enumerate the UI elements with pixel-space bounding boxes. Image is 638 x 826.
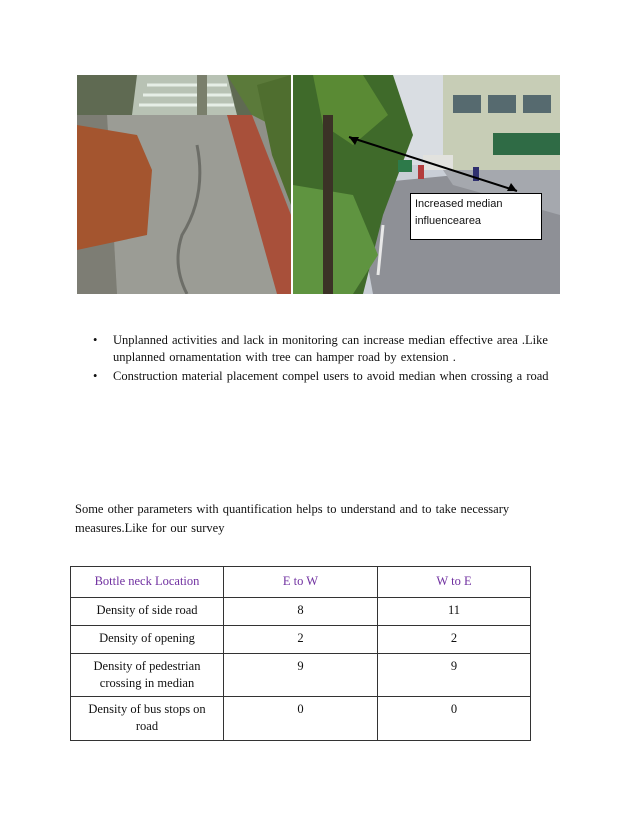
row-label-line: Density of side road xyxy=(96,603,198,617)
bullet-2-line-1: Construction material placement compel users to avoid median when crossing a road xyxy=(113,369,549,383)
cell-e-to-w: 0 xyxy=(224,697,378,741)
row-label xyxy=(71,697,224,741)
row-label-line: Density of pedestrian xyxy=(93,659,201,673)
table-row xyxy=(71,697,531,741)
row-label-line: Density of bus stops on xyxy=(88,702,206,716)
header-location: Bottle neck Location xyxy=(71,567,224,598)
cell-w-to-e: 2 xyxy=(378,626,531,654)
bullet-1-line-2: unplanned ornamentation with tree can hamper road by extension . xyxy=(113,350,456,364)
table-header-row xyxy=(71,567,531,598)
row-label xyxy=(71,654,224,697)
figure-callout-label xyxy=(410,193,542,240)
row-label xyxy=(71,598,224,626)
table-row xyxy=(71,598,531,626)
survey-table xyxy=(70,566,531,741)
paragraph-line-2: measures.Like for our survey xyxy=(75,521,225,535)
row-label-line: road xyxy=(135,719,159,733)
callout-line-2: influencearea xyxy=(415,215,482,227)
table-row xyxy=(71,626,531,654)
body-paragraph xyxy=(75,500,545,538)
table-row xyxy=(71,654,531,697)
row-label xyxy=(71,626,224,654)
list-item xyxy=(93,332,553,366)
cell-e-to-w: 8 xyxy=(224,598,378,626)
callout-line-1: Increased median xyxy=(415,198,503,210)
header-e-to-w: E to W xyxy=(224,567,378,598)
row-label-line: crossing in median xyxy=(99,676,195,690)
figure-photos xyxy=(77,75,560,294)
list-item xyxy=(93,368,553,385)
cell-w-to-e: 0 xyxy=(378,697,531,741)
bullet-dot-icon: • xyxy=(93,333,98,347)
bullet-dot-icon: • xyxy=(93,369,98,383)
cell-e-to-w: 9 xyxy=(224,654,378,697)
cell-w-to-e: 11 xyxy=(378,598,531,626)
header-w-to-e: W to E xyxy=(378,567,531,598)
row-label-line: Density of opening xyxy=(99,631,195,645)
cell-w-to-e: 9 xyxy=(378,654,531,697)
photo-median-construction-material xyxy=(77,75,291,294)
photo-median-tree-road xyxy=(293,75,560,294)
cell-e-to-w: 2 xyxy=(224,626,378,654)
bullet-list xyxy=(93,332,553,387)
paragraph-line-1: Some other parameters with quantification helps to understand and to take necessary xyxy=(75,502,510,516)
bullet-1-line-1: Unplanned activities and lack in monitoring can increase median effective area .Like xyxy=(113,333,548,347)
